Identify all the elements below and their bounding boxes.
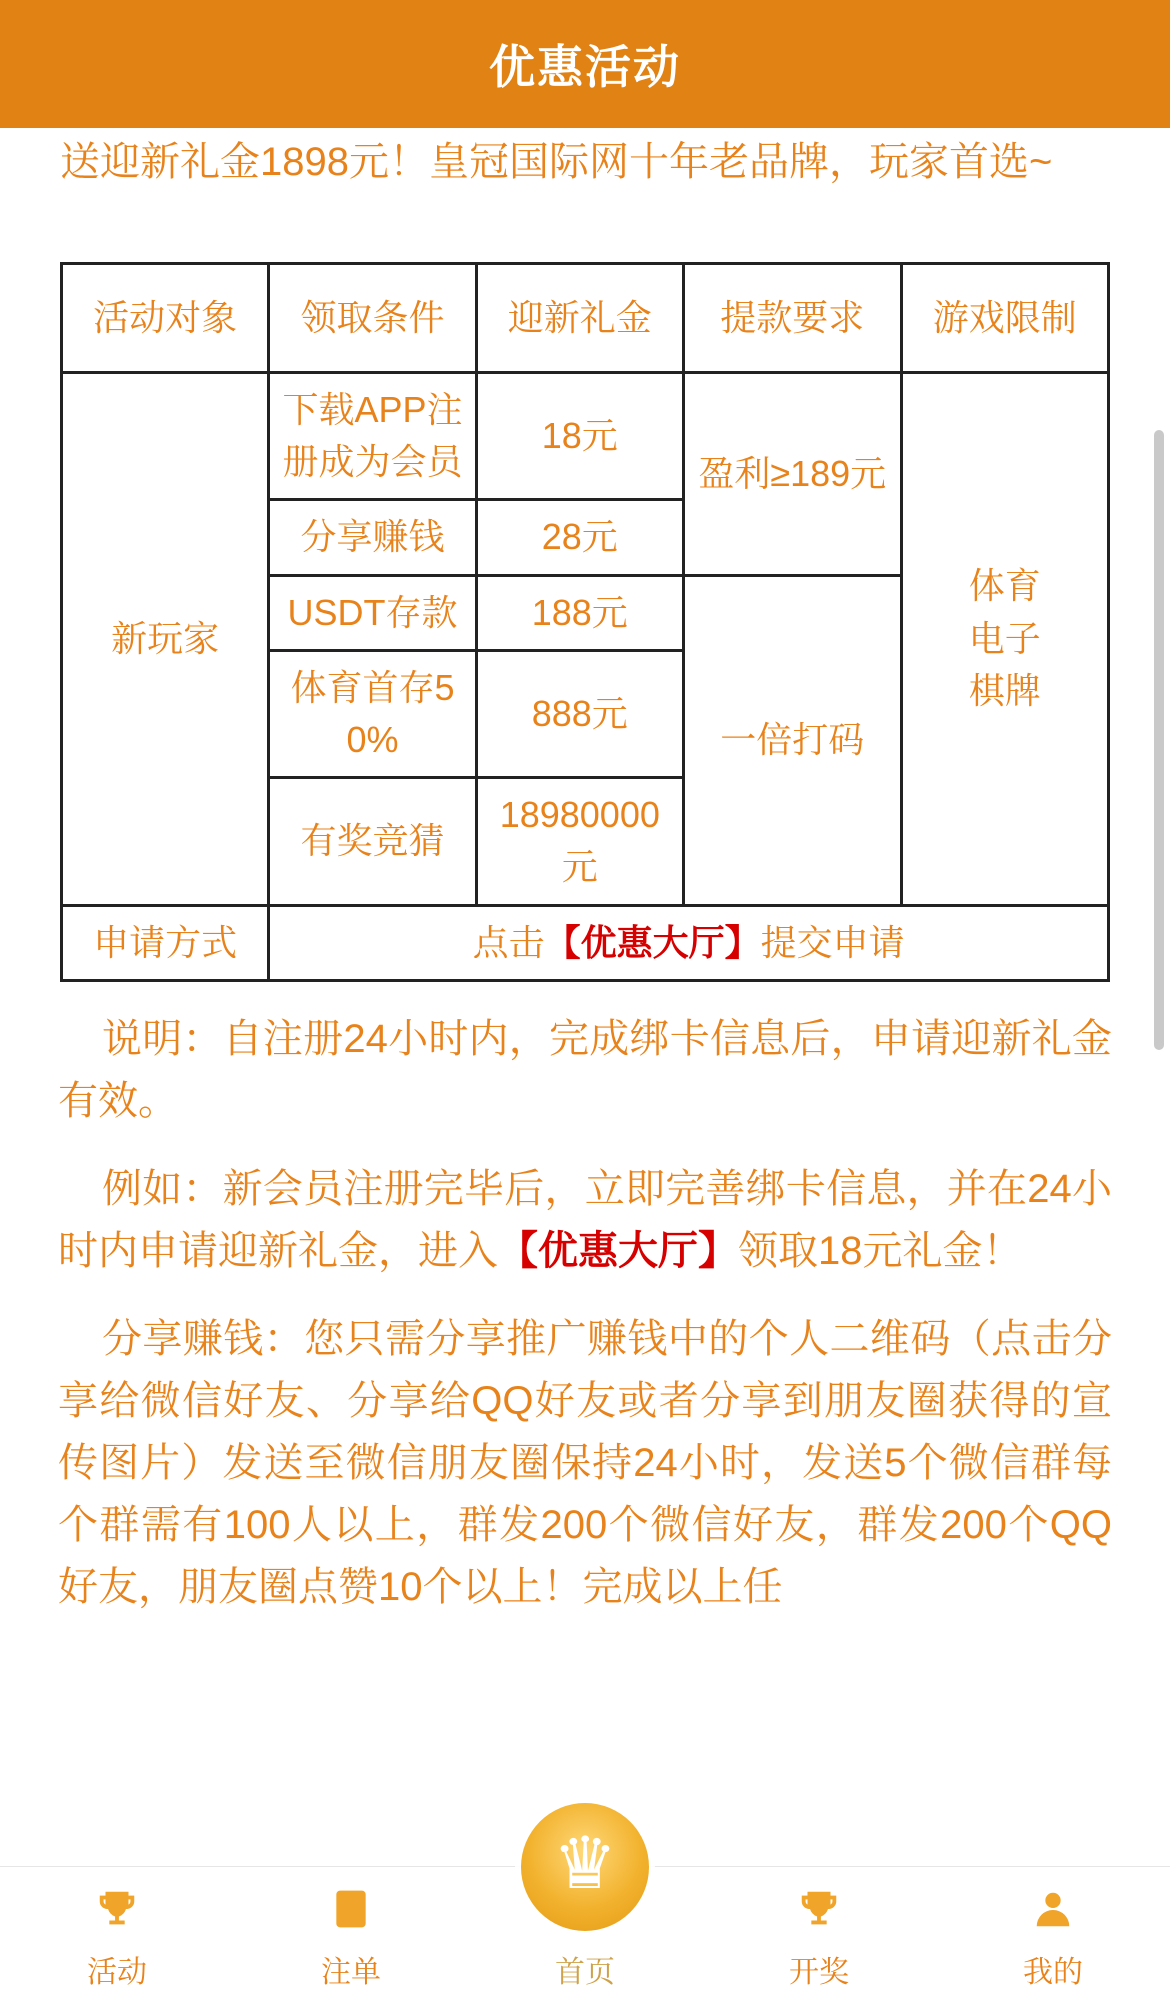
bottom-nav <box>0 1824 1170 2005</box>
cell-withdraw-2: 一倍打码 <box>683 575 901 905</box>
nav-item-bets[interactable] <box>234 1867 468 1991</box>
cell-bonus-2: 28元 <box>476 500 683 575</box>
intro-text: 送迎新礼金1898元！皇冠国际网十年老品牌，玩家首选~ <box>60 140 1053 184</box>
vertical-scrollbar[interactable] <box>1154 430 1164 1050</box>
nav-label-mine: 我的 <box>1023 1956 1083 1989</box>
page-title: 优惠活动 <box>489 41 681 93</box>
crown-glyph: ♛ <box>552 1824 618 1904</box>
cell-apply-value <box>269 905 1109 980</box>
cell-condition-5: 有奖竞猜 <box>269 778 476 905</box>
cell-object-newplayer: 新玩家 <box>62 373 269 906</box>
apply-suffix: 提交申请 <box>760 921 905 963</box>
apply-hall-link[interactable]: 【优惠大厅】 <box>544 921 761 963</box>
note-paragraph: 说明：自注册24小时内，完成绑卡信息后，申请迎新礼金有效。 <box>58 1016 1112 1123</box>
promo-content[interactable] <box>0 128 1170 1866</box>
promo-table <box>60 262 1110 982</box>
gamelimit-electronic: 电子 <box>968 617 1041 659</box>
cell-withdraw-1: 盈利≥189元 <box>683 373 901 576</box>
cell-condition-3: USDT存款 <box>269 575 476 650</box>
share-paragraph: 分享赚钱：您只需分享推广赚钱中的个人二维码（点击分享给微信好友、分享给QQ好友或者分享到朋友圈获得的宣传图片）发送至微信朋友圈保持24小时，发送5个微信群每个群需有100人以上，群发200个微信好友，群发200个QQ好友，朋友圈点赞10个以上！完成以上任 <box>58 1316 1112 1609</box>
table-header-bonus: 迎新礼金 <box>476 264 683 373</box>
nav-item-mine[interactable] <box>936 1867 1170 1991</box>
cell-bonus-3: 188元 <box>476 575 683 650</box>
example-hall-link[interactable]: 【优惠大厅】 <box>498 1228 738 1273</box>
nav-label-home: 首页 <box>555 1956 615 1989</box>
table-header-condition: 领取条件 <box>269 264 476 373</box>
nav-item-home[interactable] <box>468 1824 702 1991</box>
cell-condition-2: 分享赚钱 <box>269 500 476 575</box>
trophy-icon <box>89 1881 145 1937</box>
example-prefix: 例如：新会员注册完毕后，立即完善绑卡信息，并在24小时内申请迎新礼金，进入 <box>58 1166 1112 1273</box>
cell-condition-4: 体育首存50% <box>269 650 476 777</box>
table-header-gamelimit: 游戏限制 <box>901 264 1108 373</box>
gamelimit-chess: 棋牌 <box>968 669 1041 711</box>
cell-gamelimit <box>901 373 1108 906</box>
nav-label-activity: 活动 <box>87 1956 147 1989</box>
nav-item-lottery[interactable] <box>702 1867 936 1991</box>
cell-bonus-1: 18元 <box>476 373 683 500</box>
example-paragraph <box>58 1158 1112 1282</box>
example-suffix: 领取18元礼金！ <box>738 1228 1023 1273</box>
table-row <box>62 373 1109 500</box>
table-header-row <box>62 264 1109 373</box>
table-row-apply <box>62 905 1109 980</box>
cell-apply-label: 申请方式 <box>62 905 269 980</box>
crown-icon[interactable] <box>521 1803 649 1931</box>
trophy-icon <box>791 1881 847 1937</box>
nav-label-lottery: 开奖 <box>789 1956 849 1989</box>
table-header-withdraw: 提款要求 <box>683 264 901 373</box>
gamelimit-sports: 体育 <box>968 565 1041 607</box>
nav-item-activity[interactable] <box>0 1867 234 1991</box>
cell-bonus-4: 888元 <box>476 650 683 777</box>
cell-bonus-5: 18980000元 <box>476 778 683 905</box>
nav-label-bets: 注单 <box>321 1956 381 1989</box>
note-icon <box>323 1881 379 1937</box>
user-icon <box>1025 1881 1081 1937</box>
page-header <box>0 0 1170 128</box>
cell-condition-1: 下载APP注册成为会员 <box>269 373 476 500</box>
table-header-object: 活动对象 <box>62 264 269 373</box>
apply-prefix: 点击 <box>472 921 545 963</box>
